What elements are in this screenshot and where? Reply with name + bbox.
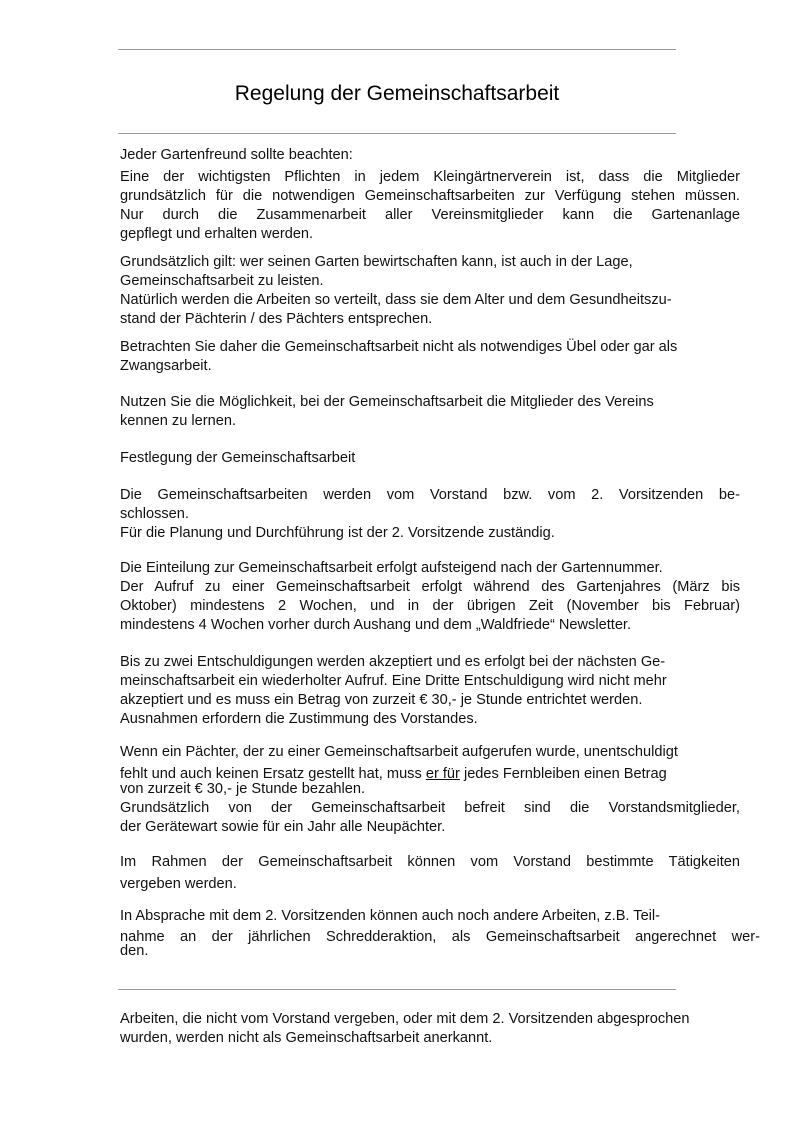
paragraph-4 <box>120 393 740 431</box>
footer-note <box>120 1010 740 1048</box>
paragraph-8 <box>120 743 740 799</box>
p8-text: fehlt und auch keinen Ersatz gestellt hat, muss <box>120 766 426 782</box>
p9-line: vergeben werden. <box>120 876 237 892</box>
p3-line: Zwangsarbeit. <box>120 358 212 374</box>
p7-line: Ausnahmen erfordern die Zustimmung des Vorstandes. <box>120 711 478 727</box>
p6-line: mindestens 4 Wochen vorher durch Aushang und dem „Waldfriede“ Newsletter. <box>120 617 632 633</box>
p4-line: kennen zu lernen. <box>120 413 237 429</box>
paragraph-8b <box>120 799 740 837</box>
p9-line: Im Rahmen der Gemeinschaftsarbeit können vom Vorstand bestimmte Tätigkeiten <box>120 854 740 870</box>
paragraph-10 <box>120 907 760 961</box>
p7-line: meinschaftsarbeit ein wiederholter Aufruf. Eine Dritte Entschuldigung wird nicht mehr <box>120 673 667 689</box>
p8-line: der Gerätewart sowie für ein Jahr alle Neupächter. <box>120 819 446 835</box>
p7-line: Bis zu zwei Entschuldigungen werden akzeptiert und es erfolgt bei der nächsten Ge- <box>120 654 666 670</box>
page-title: Regelung der Gemeinschaftsarbeit <box>234 82 560 105</box>
p1-line: grundsätzlich für die notwendigen Gemeinschaftsarbeiten zur Verfügung stehen müssen. <box>120 188 740 204</box>
p2-line: Natürlich werden die Arbeiten so verteilt, dass sie dem Alter und dem Gesundheitszu- <box>120 292 672 308</box>
p10-line: den. <box>120 943 149 959</box>
p1-line: Nur durch die Zusammenarbeit aller Vereinsmitglieder kann die Gartenanlage <box>120 207 740 223</box>
footer-line: wurden, werden nicht als Gemeinschaftsarbeit anerkannt. <box>120 1030 493 1046</box>
p6-line: Oktober) mindestens 2 Wochen, und in der übrigen Zeit (November bis Februar) <box>120 598 740 614</box>
paragraph-2 <box>120 253 740 329</box>
p10-line: nahme an der jährlichen Schredderaktion, als Gemeinschaftsarbeit angerechnet wer- <box>120 929 760 945</box>
p2-line: Gemeinschaftsarbeit zu leisten. <box>120 273 324 289</box>
p7-line: akzeptiert und es muss ein Betrag von zurzeit € 30,- je Stunde entrichtet werden. <box>120 692 643 708</box>
p10-line: In Absprache mit dem 2. Vorsitzenden können auch noch andere Arbeiten, z.B. Teil- <box>120 908 661 924</box>
section-heading <box>120 449 740 468</box>
p4-line: Nutzen Sie die Möglichkeit, bei der Gemeinschaftsarbeit die Mitglieder des Vereins <box>120 394 654 410</box>
p5-line: schlossen. <box>120 506 189 522</box>
p5-line: Für die Planung und Durchführung ist der 2. Vorsitzende zuständig. <box>120 525 555 541</box>
paragraph-9 <box>120 853 740 894</box>
paragraph-3 <box>120 338 740 376</box>
section-heading-text: Festlegung der Gemeinschaftsarbeit <box>120 450 356 466</box>
top-rule <box>118 49 676 50</box>
paragraph-6 <box>120 559 740 635</box>
p6-line: Der Aufruf zu einer Gemeinschaftsarbeit erfolgt während des Gartenjahres (März bis <box>120 579 740 595</box>
p2-line: stand der Pächterin / des Pächters entsprechen. <box>120 311 433 327</box>
p8-line: Wenn ein Pächter, der zu einer Gemeinschaftsarbeit aufgerufen wurde, unentschuldigt <box>120 744 678 760</box>
p8-line: Grundsätzlich von der Gemeinschaftsarbeit befreit sind die Vorstandsmitglieder, <box>120 800 740 816</box>
p1-line: Eine der wichtigsten Pflichten in jedem Kleingärtnerverein ist, dass die Mitglieder <box>120 169 740 185</box>
paragraph-5 <box>120 486 740 543</box>
p6-line: Die Einteilung zur Gemeinschaftsarbeit erfolgt aufsteigend nach der Gartennummer. <box>120 560 663 576</box>
intro-line: Jeder Gartenfreund sollte beachten: <box>120 147 353 163</box>
title-rule <box>118 133 676 134</box>
intro-text <box>120 146 740 165</box>
underlined-text: er für <box>425 766 460 782</box>
paragraph-1 <box>120 168 740 244</box>
p8-line: von zurzeit € 30,- je Stunde bezahlen. <box>120 781 366 797</box>
p5-line: Die Gemeinschaftsarbeiten werden vom Vorstand bzw. vom 2. Vorsitzenden be- <box>120 487 740 503</box>
footer-line: Arbeiten, die nicht vom Vorstand vergeben, oder mit dem 2. Vorsitzenden abgesprochen <box>120 1011 690 1027</box>
p3-line: Betrachten Sie daher die Gemeinschaftsarbeit nicht als notwendiges Übel oder gar als <box>120 339 678 355</box>
footer-rule <box>118 989 676 990</box>
paragraph-7 <box>120 653 740 729</box>
p8-text: jedes Fernbleiben einen Betrag <box>459 766 667 782</box>
p2-line: Grundsätzlich gilt: wer seinen Garten bewirtschaften kann, ist auch in der Lage, <box>120 254 633 270</box>
p1-line: gepflegt und erhalten werden. <box>120 226 314 242</box>
